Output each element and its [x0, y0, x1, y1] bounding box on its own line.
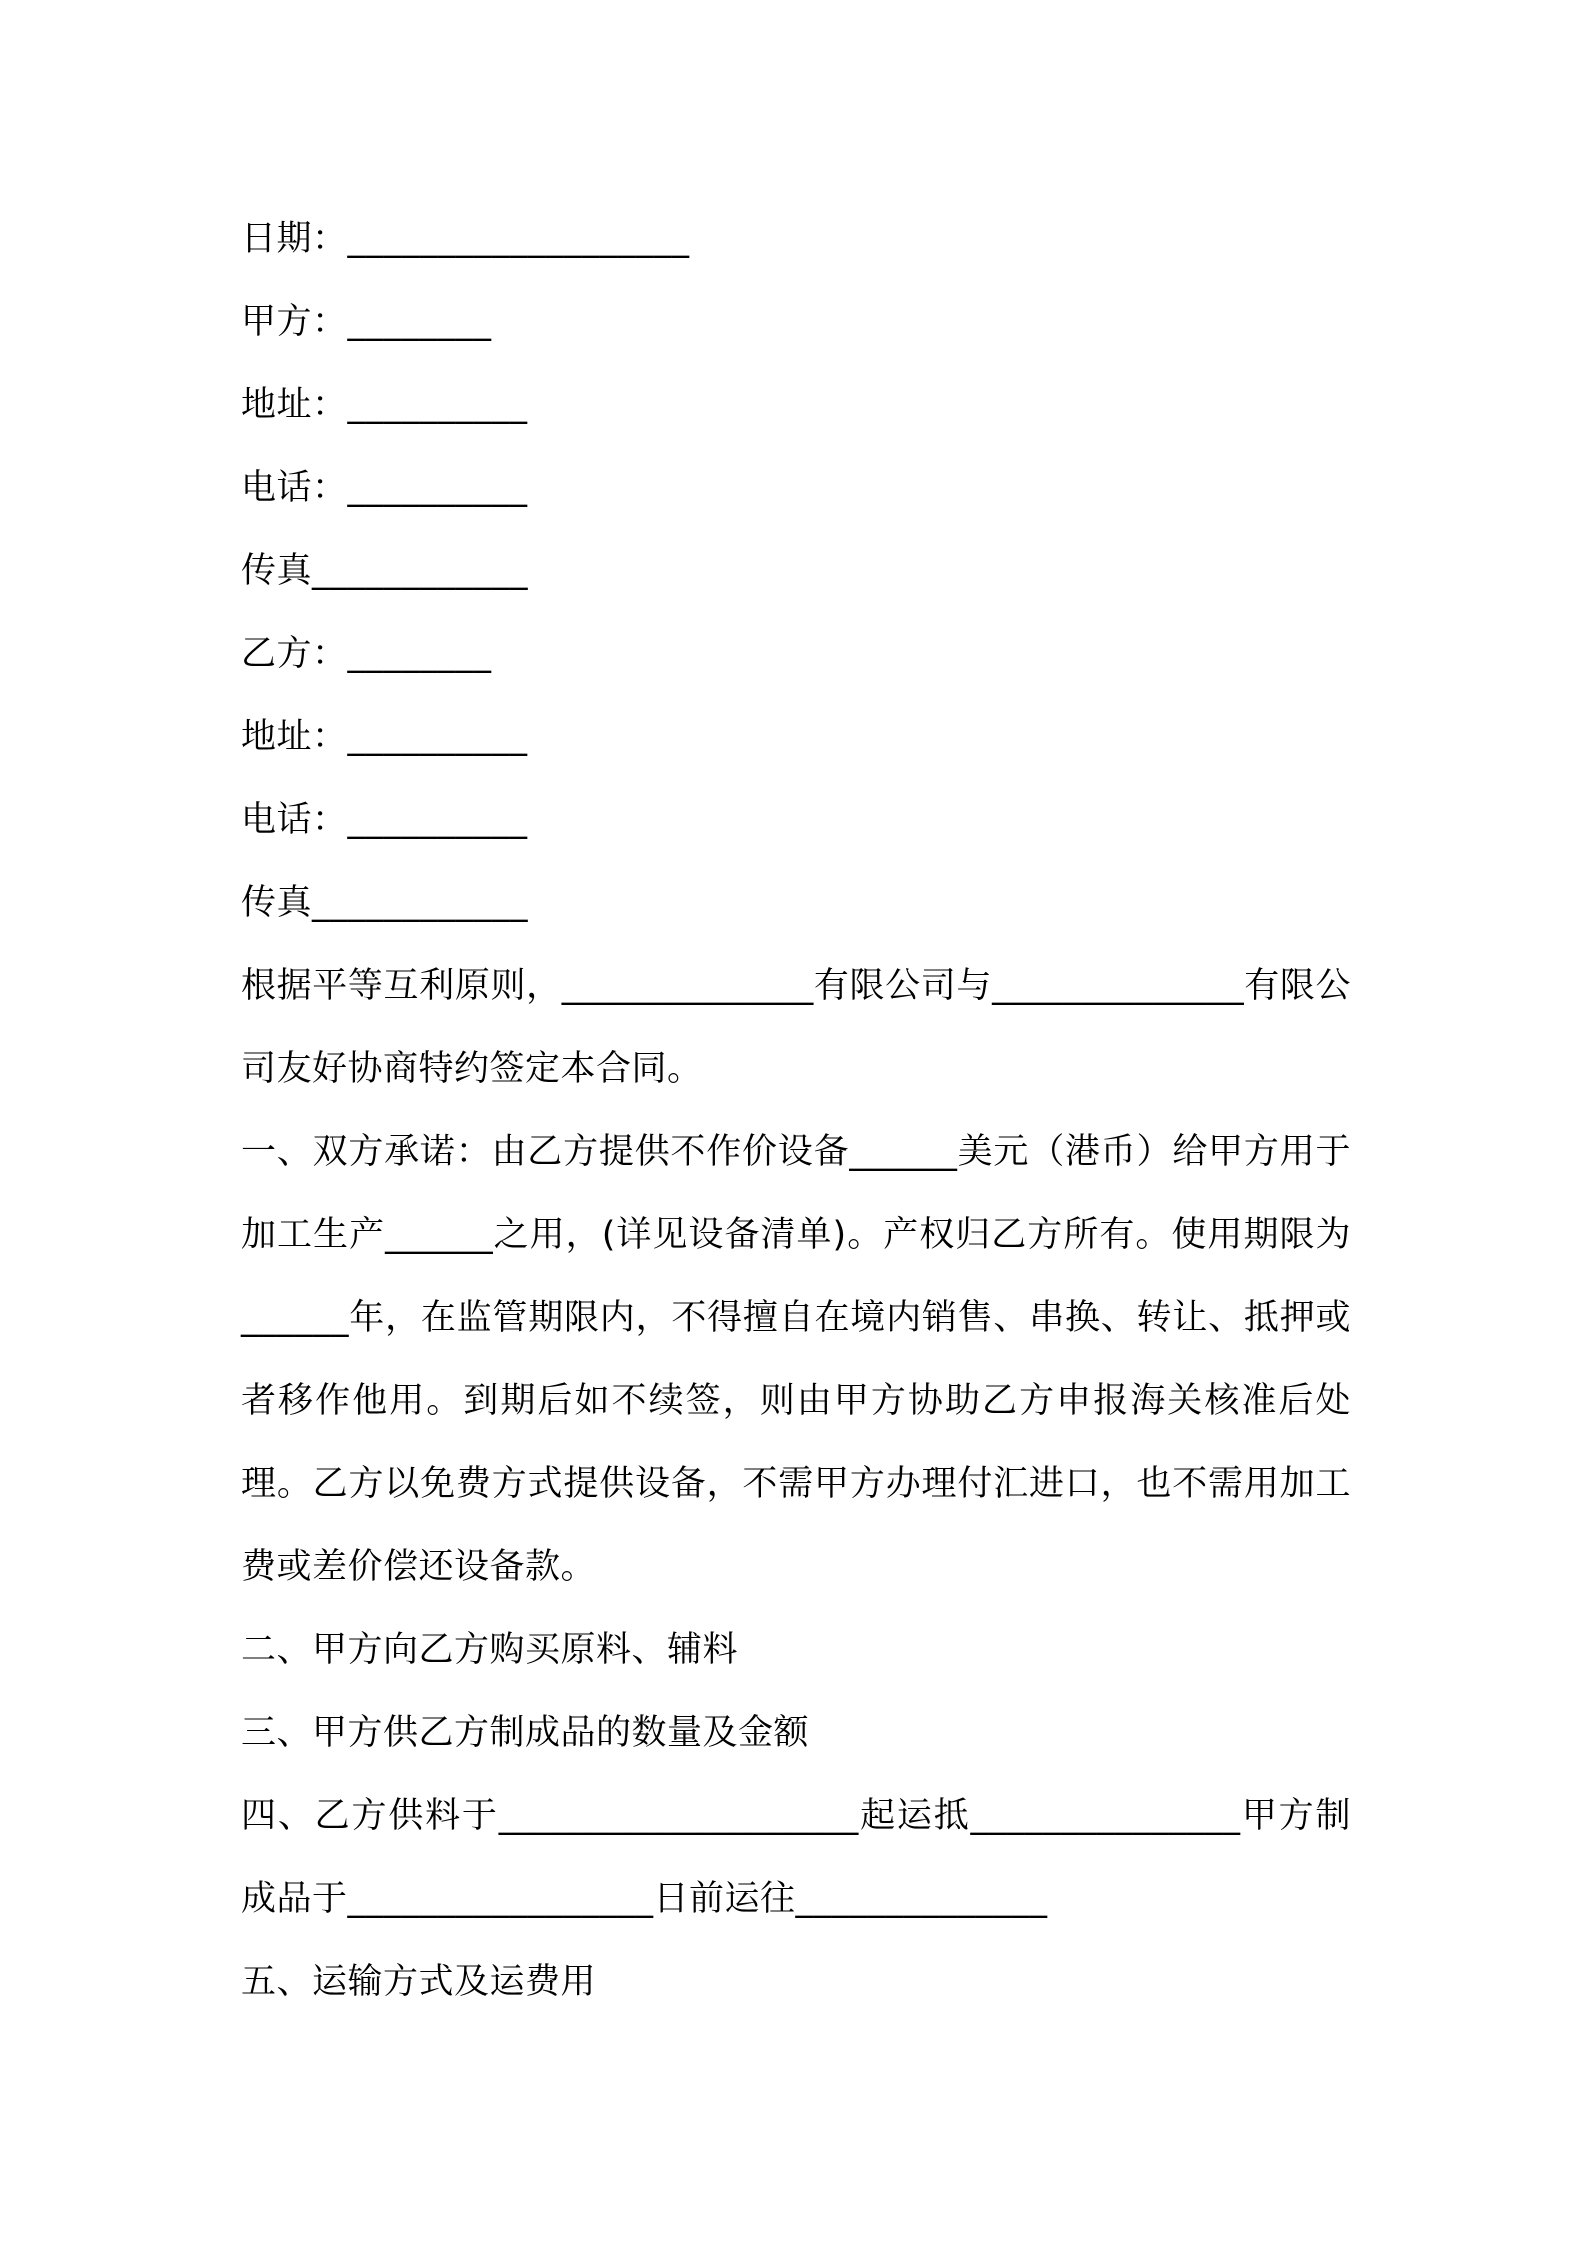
clause-3: 三、甲方供乙方制成品的数量及金额 — [241, 1713, 810, 1753]
party-b-fax-field: 传真____________ — [241, 883, 529, 923]
party-b-phone-field: 电话：__________ — [241, 800, 528, 840]
clause-1: 一、双方承诺：由乙方提供不作价设备______美元（港币）给甲方用于加工生产______之用，(详见设备清单)。产权归乙方所有。使用期限为______年，在监管期限内，不得擅自在境内销售、串换、转让、抵押或者移作他用。到期后如不续签，则由甲方协助乙方申报海关核准后处理。乙方以免费方式提供设备，不需甲方办理付汇进口，也不需用加工费或差价偿还设备款。 — [241, 1132, 1351, 1587]
party-b-field: 乙方：________ — [241, 634, 492, 674]
clause-4: 四、乙方供料于____________________起运抵_______________甲方制成品于_________________日前运往______________ — [241, 1796, 1351, 1919]
intro-paragraph: 根据平等互利原则，______________有限公司与______________有限公司友好协商特约签定本合同。 — [241, 966, 1351, 1089]
party-a-fax-field: 传真____________ — [241, 551, 529, 591]
party-a-phone-field: 电话：__________ — [241, 468, 528, 508]
party-a-address-field: 地址：__________ — [241, 385, 528, 425]
date-field: 日期：___________________ — [241, 219, 690, 259]
clause-5: 五、运输方式及运费用 — [241, 1962, 597, 2002]
clause-2: 二、甲方向乙方购买原料、辅料 — [241, 1630, 739, 1670]
party-b-address-field: 地址：__________ — [241, 717, 528, 757]
party-a-field: 甲方：________ — [241, 302, 492, 342]
contract-body — [241, 198, 1351, 2024]
